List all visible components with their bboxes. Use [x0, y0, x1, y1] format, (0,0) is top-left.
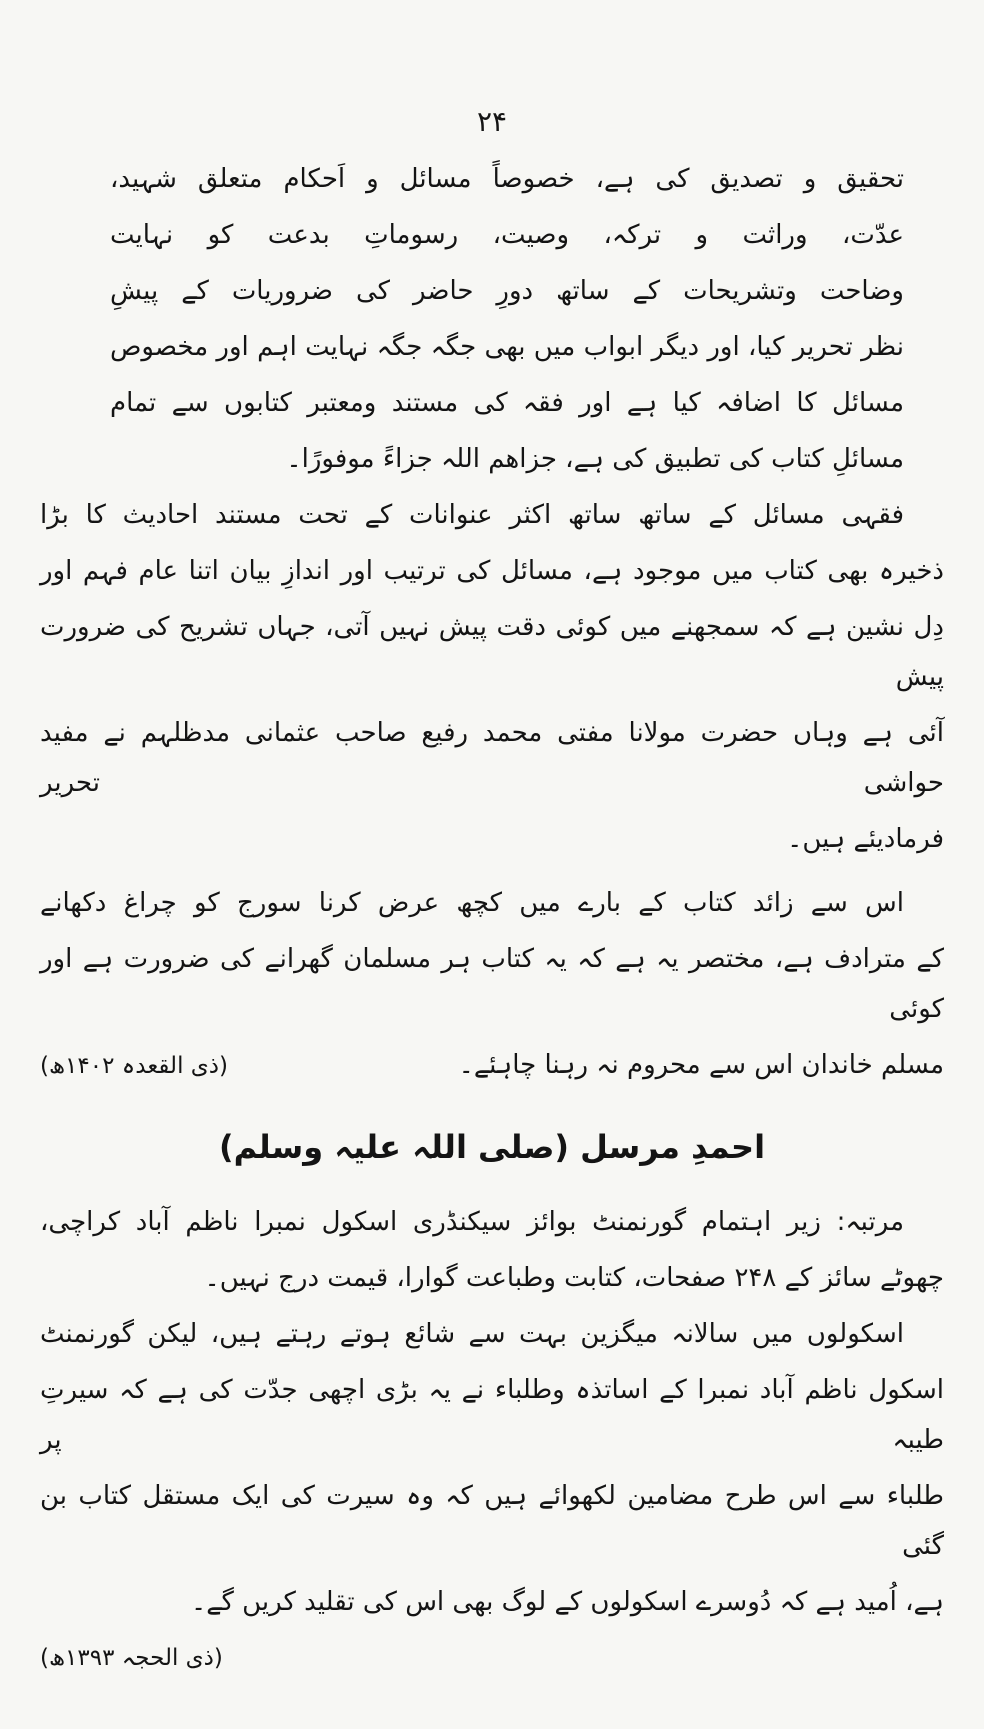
review-date: (ذی القعدہ ۱۴۰۲ھ): [40, 1053, 228, 1079]
text-line: مسائلِ کتاب کی تطبیق کی ہے، جزاھم اللہ جزاءً موفورًا۔: [286, 444, 904, 474]
text-line: ذخیرہ بھی کتاب میں موجود ہے، مسائل کی ترتیب اور اندازِ بیان اتنا عام فہم اور: [40, 556, 944, 586]
text-line: عدّت، وراثت و ترکہ، وصیت، رسوماتِ بدعت کو نہایت: [110, 220, 904, 250]
text-line: مسائل کا اضافہ کیا ہے اور فقہ کی مستند ومعتبر کتابوں سے تمام: [110, 388, 904, 418]
text-line: نظر تحریر کیا، اور دیگر ابواب میں بھی جگہ جگہ نہایت اہم اور مخصوص: [110, 332, 904, 362]
review-date: (ذی الحجہ ۱۳۹۳ھ): [40, 1645, 223, 1671]
text-line: اسکولوں میں سالانہ میگزین بہت سے شائع ہوتے رہتے ہیں، لیکن گورنمنٹ: [40, 1319, 904, 1349]
page-number: ۲۴: [476, 105, 508, 138]
text-line: مسلم خاندان اس سے محروم نہ رہنا چاہئے۔: [458, 1050, 944, 1080]
closing-row: [40, 1040, 944, 1091]
text-line: آئی ہے وہاں حضرت مولانا مفتی محمد رفیع صاحب عثمانی مدظلہم نے مفید حواشی تحریر: [40, 718, 944, 798]
text-line: فقہی مسائل کے ساتھ ساتھ اکثر عنوانات کے تحت مستند احادیث کا بڑا: [40, 500, 904, 530]
text-line: ہے، اُمید ہے کہ دُوسرے اسکولوں کے لوگ بھی اس کی تقلید کریں گے۔: [191, 1587, 944, 1617]
text-line: اس سے زائد کتاب کے بارے میں کچھ عرض کرنا سورج کو چراغ دکھانے: [40, 888, 904, 918]
text-line: اسکول ناظم آباد نمبرا کے اساتذہ وطلباء نے یہ بڑی اچھی جدّت کی ہے کہ سیرتِ طیبہ پر: [40, 1375, 944, 1455]
text-line: مرتبہ: زیر اہتمام گورنمنٹ بوائز سیکنڈری اسکول نمبرا ناظم آباد کراچی،: [40, 1207, 904, 1237]
text-line: وضاحت وتشریحات کے ساتھ دورِ حاضر کی ضروریات کے پیشِ: [110, 276, 904, 306]
text-line: چھوٹے سائز کے ۲۴۸ صفحات، کتابت وطباعت گوارا، قیمت درج نہیں۔: [204, 1263, 944, 1293]
text-line: طلباء سے اس طرح مضامین لکھوائے ہیں کہ وہ سیرت کی ایک مستقل کتاب بن گئی: [40, 1481, 944, 1561]
date-row: [40, 1633, 944, 1683]
text-line: فرمادیئے ہیں۔: [787, 824, 944, 854]
text-line: کے مترادف ہے، مختصر یہ ہے کہ یہ کتاب ہر مسلمان گھرانے کی ضرورت ہے اور کوئی: [40, 944, 944, 1024]
text-line: دِل نشین ہے کہ سمجھنے میں کوئی دقت پیش نہیں آتی، جہاں تشریح کی ضرورت پیش: [40, 612, 944, 692]
book-title-heading: احمدِ مرسل (صلی اللہ علیہ وسلم): [218, 1128, 766, 1166]
text-line: تحقیق و تصدیق کی ہے، خصوصاً مسائل و اَحکام متعلق شہید،: [110, 164, 904, 194]
